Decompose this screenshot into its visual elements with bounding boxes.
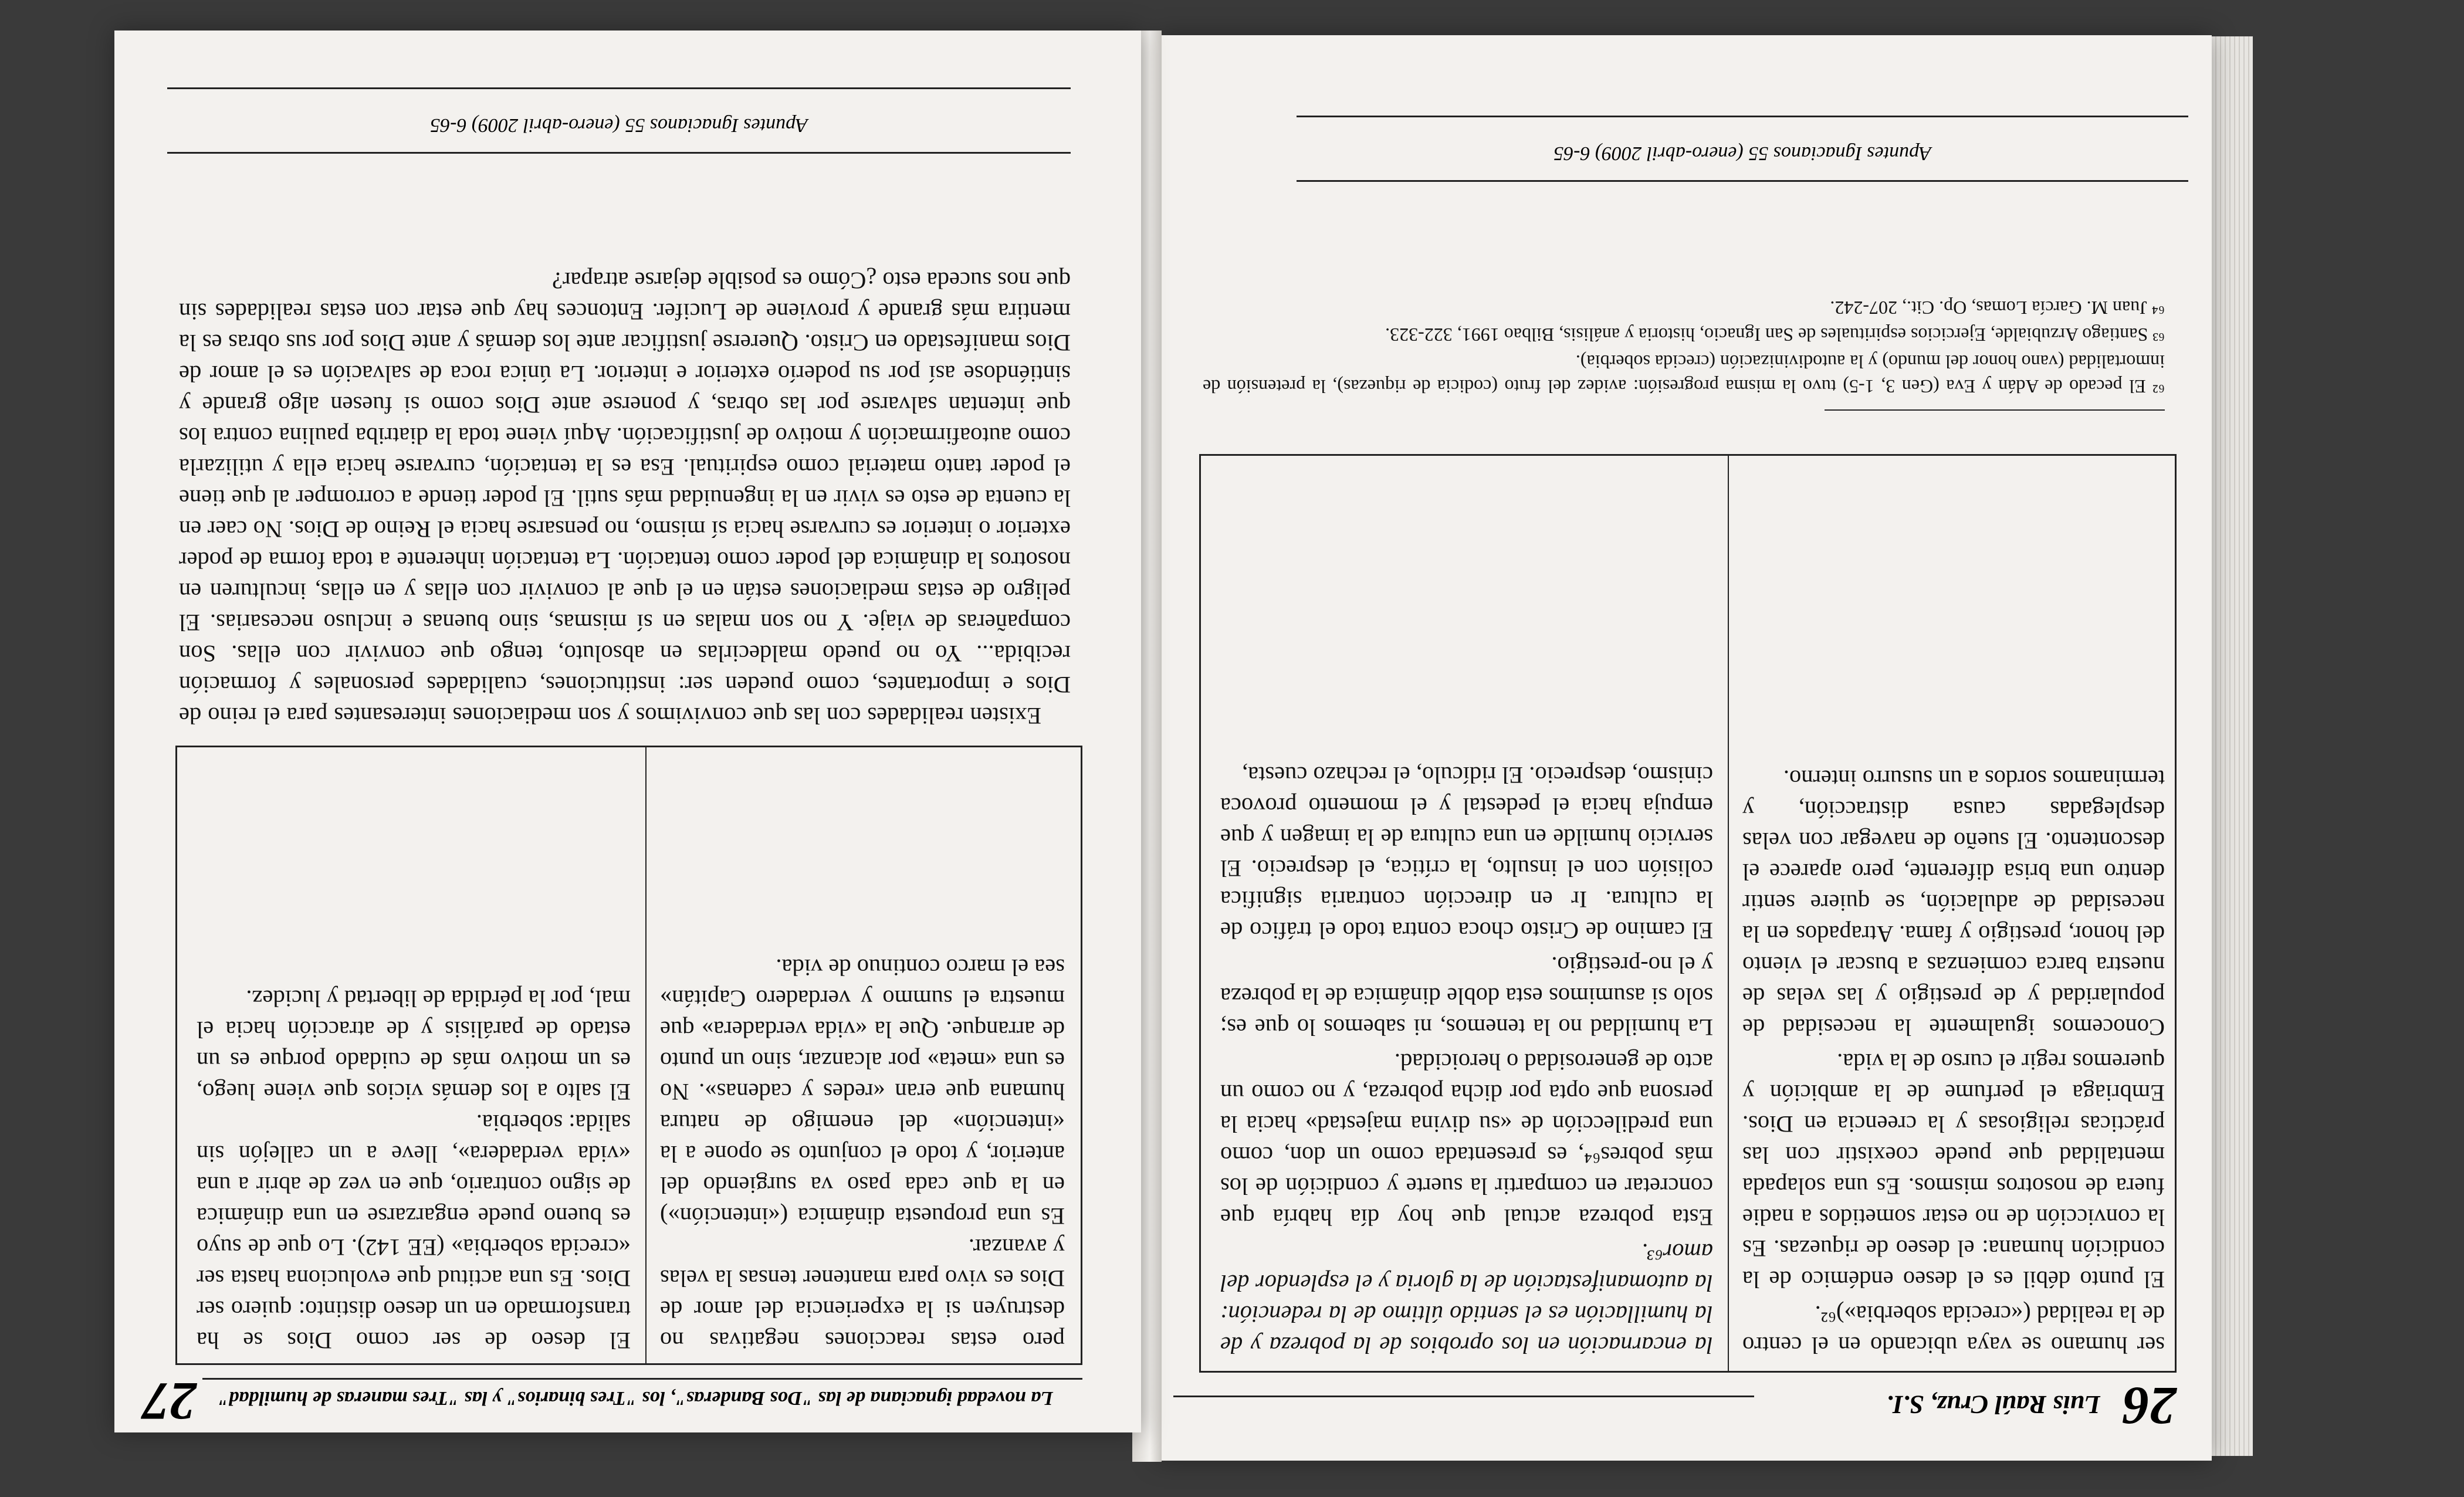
paragraph: El punto débil es el deseo endémico de la condición humana: el deseo de riquezas. Es la convicción de no estar sometidos a nadie fuera de nosotros mismos. Es una solapada mentalidad que puede coexistir con las prácticas religiosas y la creencia en Dios. Embriaga el perfume de la ambición y queremos regir el curso de la vida. — [1742, 1049, 2165, 1293]
column-1 — [1742, 760, 2165, 1361]
column-divider — [1728, 456, 1729, 1371]
footer: Apuntes Ignacianos 55 (enero-abril 2009) 6-65 — [1553, 143, 1931, 164]
column-2 — [1220, 756, 1713, 1361]
paragraph: ser humano se vaya ubicando en el centro de la realidad («crecida soberbia»)⁶². — [1742, 1301, 2165, 1359]
page-number: 26 — [2123, 1376, 2177, 1436]
paragraph: El salto a los demás vicios que viene luego, es un motivo más de cuidado porque es un estado de parálisis y de atracción hacia el mal, por la pérdida de libertad y lucidez. — [197, 985, 631, 1105]
paragraph: la encarnación en los oprobios de la pobreza y de la humillación es el sentido último de la redención: la automanifestación de la gloria y el esplendor del amor⁶³. — [1220, 1239, 1713, 1359]
paragraph: Existen realidades con las que convivimos y son mediaciones interesantes para el reino de Dios e importantes, como pueden ser: instituciones, cualidades personales y formación recibida... Yo no puedo maldecirlas en absoluto, tengo que convivir con ellas. Son compañeras de viaje. Y no son malas en sí mismas, sino buenas e incluso necesarias. El peligro de estas mediaciones están en el que al convivir con ellas y en ellas, inculturen en nosotros la dinámica del poder como tentación. La tentación inherente a toda forma de poder exterior o interior es curvarse hacia sí mismo, no pensarse hacia el Reino de Dios. No caer en la cuenta de esto es vivir en la ingenuidad más sutil. El poder tiende a corromper al que tiene el poder tanto material como espiritual. Esa es la tentación, curvarse hacia ella y utilizarla como autoafirmación y motivo de justificación. Aquí viene toda la diatriba paulina contra los que intentan salvarse por las obras, y ponerse ante Dios como si fuesen algo grande y sintiéndose así por su poderío exterior e interior. La única roca de salvación es el amor de Dios manifestado en Cristo. Quererse justificar ante los demás y ante Dios por sus obras es la mentira más grande y proviene de Lucifer. Entonces hay que estar con estas realidades sin que nos suceda esto ¿Cómo es posible dejarse atrapar? — [179, 267, 1071, 729]
footnotes — [1203, 293, 2165, 399]
box-column-1 — [660, 952, 1065, 1356]
footer-rule-bottom — [167, 87, 1071, 89]
paragraph: Esta pobreza actual que hoy día habría que concretar en compartir la suerte y condición de los más pobres⁶⁴, es presentada como un don, como una predilección de «su divina majestad» hacia la persona que opta por dicha pobreza, y no como un acto de generosidad o heroicidad. — [1220, 1049, 1713, 1231]
footer: Apuntes Ignacianos 55 (enero-abril 2009) 6-65 — [430, 114, 808, 136]
footer-rule-top — [167, 152, 1071, 154]
page-number: 27 — [143, 1371, 197, 1431]
footer-rule-bottom — [1297, 116, 2188, 117]
paragraph: La humildad no la tenemos, ni sabemos lo que es; solo si asumimos esta doble dinámica de la pobreza y el no-prestigio. — [1220, 952, 1713, 1041]
footnote: ⁶² El pecado de Adán y Eva (Gen 3, 1-5) tuvo la misma progresión: avidez del fruto (codicia de riquezas), la pretensión de inmortalidad (vano honor del mundo) y la autodivinización (crecida soberbia). — [1203, 351, 2165, 397]
page-26 — [1156, 35, 2212, 1461]
header-rule — [1173, 1396, 1754, 1397]
paragraph: El camino de Cristo choca contra todo el tráfico de la cultura. Ir en dirección contraria significa colisión con el insulto, la crítica, el desprecio. El servicio humilde en una cultura de la imagen y que empuja hacia el pedestal y el momento provoca cinismo, desprecio. El ridículo, el rechazo cuesta, — [1220, 762, 1713, 944]
body-text — [179, 262, 1071, 731]
page-27 — [114, 31, 1141, 1432]
footer-rule-top — [1297, 180, 2188, 182]
paragraph: El deseo de ser como Dios se ha transformado en un deseo distinto: quiero ser Dios. Es una actitud que evoluciona hasta ser «crecida soberbia» (EE 142). Lo que de suyo es bueno puede engarzarse en una dinámica de signo contrario, que en vez de abrir a una «vida verdadera», lleve a un callejón sin salida: soberbia. — [197, 1110, 631, 1354]
paragraph: Es una propuesta dinámica («intención») en la que cada paso va surgiendo del anterior, y todo el conjunto se opone a la «intención» del enemigo de natura humana que eran «redes y cadenas». No es una «meta» por alcanzar, sino un punto de arranque. Que la «vida verdadera» que muestra el summo y verdadero Capitán» sea el marco continuo de vida. — [660, 954, 1065, 1230]
header-rule — [202, 1378, 1082, 1380]
column-divider — [645, 747, 647, 1363]
paragraph: Conocemos igualmente la necesidad de popularidad y de prestigio y las velas de nuestra barca comienzas a buscar el viento del honor, prestigio y fama. Atrapados en la necesidad de adulación, se quiere sentir dentro una brisa diferente, pero aparece el descontento. El sueño de navegar con velas desplegadas causa distracción, y terminamos sordos a un susurro interno. — [1742, 766, 2165, 1041]
footnote: ⁶³ Santiago Arzubialde, Ejercicios espirituales de San Ignacio, historia y análisis, Bilbao 1991, 322-323. — [1385, 324, 2165, 346]
paragraph: pero estas reacciones negativas no destruyen si la experiencia del amor de Dios es vivo para mantener tensas la velas y avanzar. — [660, 1234, 1065, 1354]
running-header: Luis Raúl Cruz, S.I. — [1886, 1390, 2100, 1419]
running-header: La novedad ignaciana de las "Dos Banderas", los "Tres binarios" y las "Tres maneras de humildad" — [218, 1387, 1053, 1409]
footnote-rule — [1825, 409, 2165, 411]
footnote: ⁶⁴ Juan M. García Lomas, Op. Cit., 207-242. — [1830, 297, 2165, 319]
page-edges — [2206, 36, 2253, 1456]
box-column-2 — [197, 983, 631, 1356]
